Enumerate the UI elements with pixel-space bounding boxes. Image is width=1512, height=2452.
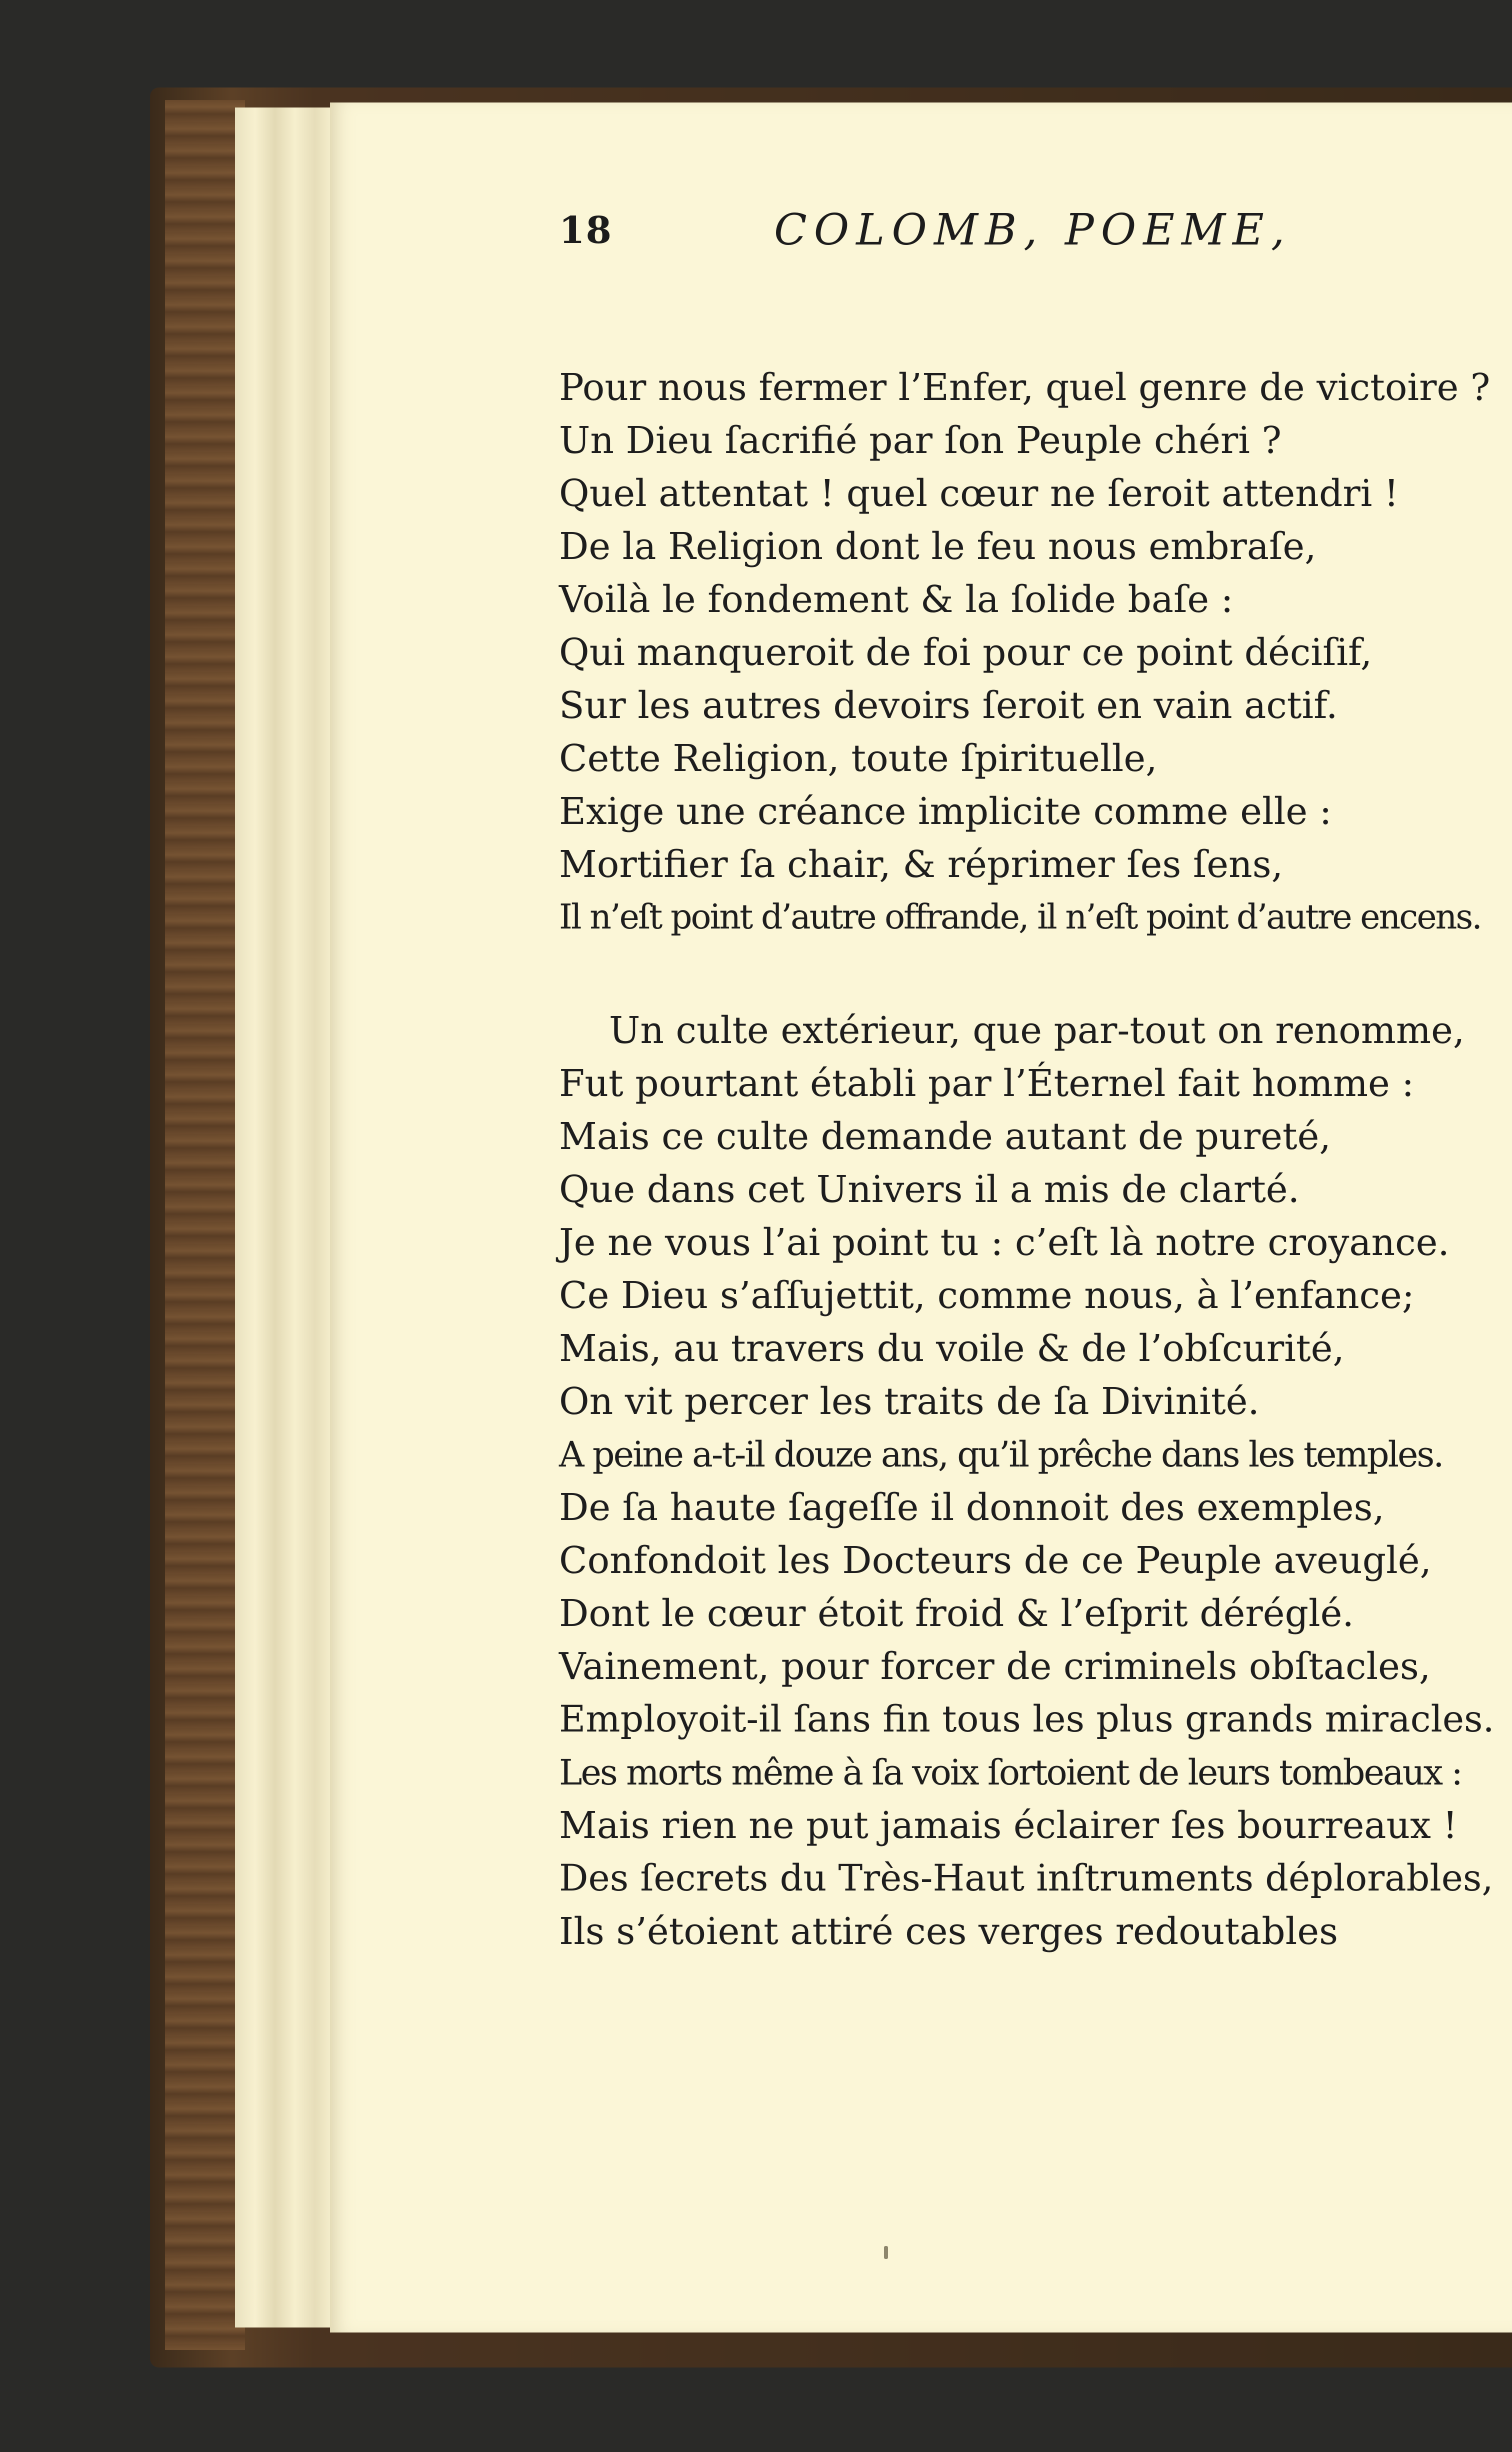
verse-line: A peine a-t-il douze ans, qu’il prêche dans les temples. [559,1434,1443,1475]
verse-line: Quel attentat ! quel cœur ne ſeroit attendri ! [559,472,1399,515]
stanza-1 [559,361,1499,944]
verse-line: Les morts même à ſa voix ſortoient de leurs tombeaux : [559,1752,1462,1793]
verse-line: Confondoit les Docteurs de ce Peuple aveuglé, [559,1539,1432,1582]
running-title: COLOMB, POEME, [774,205,1292,255]
verse-line: Mais, au travers du voile & de l’obſcurité, [559,1327,1344,1370]
verse-line: Je ne vous l’ai point tu : c’eſt là notre croyance. [559,1221,1450,1264]
verse-line: De ſa haute ſageſſe il donnoit des exemples, [559,1486,1384,1529]
verse-line: Un Dieu ſacrifié par ſon Peuple chéri ? [559,419,1282,462]
page-number: 18 [559,209,612,252]
stanza-2 [559,1004,1499,1958]
verse-line: Que dans cet Univers il a mis de clarté. [559,1168,1300,1211]
verse-line: Mais rien ne put jamais éclairer ſes bourreaux ! [559,1804,1458,1847]
verse-line: Des ſecrets du Très-Haut inſtruments déplorables, [559,1857,1494,1900]
verse-line: Ce Dieu s’aſſujettit, comme nous, à l’enfance; [559,1274,1414,1317]
verse-line: Qui manqueroit de foi pour ce point déciſif, [559,631,1372,674]
verse-line: Exige une créance implicite comme elle : [559,790,1332,833]
book-spine-edge [165,100,245,2350]
verse-line: Sur les autres devoirs ſeroit en vain actif. [559,684,1338,727]
verse-line: Cette Religion, toute ſpirituelle, [559,737,1158,780]
verse-line: On vit percer les traits de ſa Divinité. [559,1380,1260,1423]
verse-line: Voilà le fondement & la ſolide baſe : [559,578,1234,621]
verse-line: Il n’eſt point d’autre offrande, il n’eſt point d’autre encens. [559,898,1481,937]
page-edges [235,108,336,2328]
verse-line: Pour nous fermer l’Enfer, quel genre de victoire ? [559,366,1490,409]
verse-line: Mais ce culte demande autant de pureté, [559,1115,1331,1158]
verse-line: Ils s’étoient attiré ces verges redoutables [559,1910,1338,1953]
verse-line: Vainement, pour forcer de criminels obſtacles, [559,1645,1431,1688]
verse-line: De la Religion dont le feu nous embraſe, [559,525,1316,568]
verse-line: Employoit-il ſans fin tous les plus grands miracles. [559,1698,1494,1740]
verse-line: Mortifier ſa chair, & réprimer ſes ſens, [559,843,1284,886]
page-header [559,200,1459,270]
ink-speck [884,2246,888,2259]
verse-line: Fut pourtant établi par l’Éternel fait homme : [559,1062,1414,1105]
verse-line: Un culte extérieur, que par-tout on renomme, [609,1009,1465,1052]
verse-line: Dont le cœur étoit froid & l’eſprit déréglé. [559,1592,1354,1635]
